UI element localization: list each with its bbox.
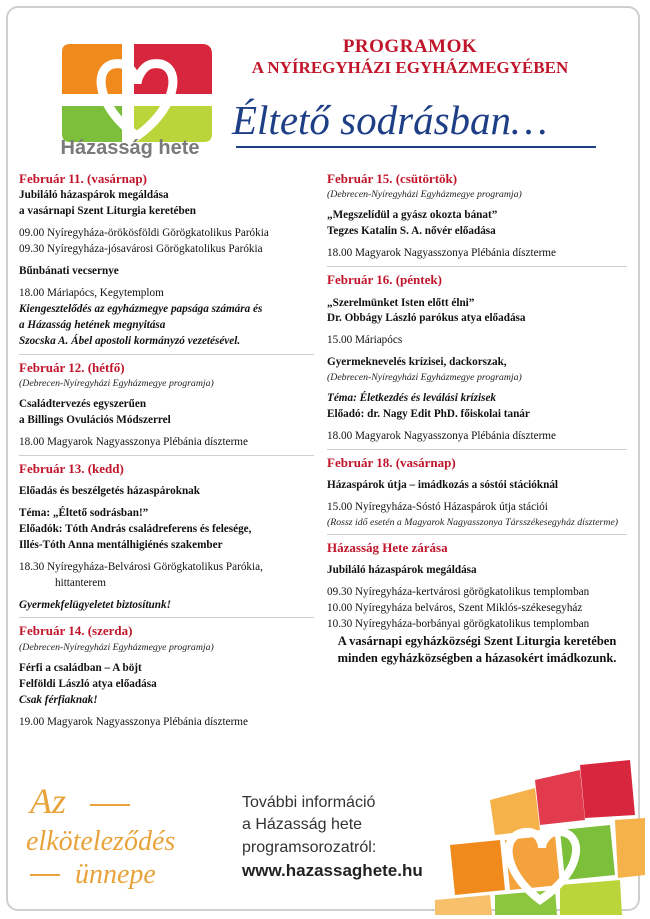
event-location: 09.30 Nyíregyháza-jósavárosi Görögkatolikus Parókia (19, 243, 263, 256)
event-location: 15.00 Máriapócs (327, 334, 403, 347)
event-location: 10.00 Nyíregyháza belváros, Szent Miklós-székesegyház (327, 602, 583, 615)
event-subtitle: (Debrecen-Nyíregyházi Egyházmegye programja) (19, 378, 214, 390)
event-subtitle: (Debrecen-Nyíregyházi Egyházmegye programja) (327, 189, 522, 201)
day-heading: Február 16. (péntek) (327, 272, 442, 288)
event-location: 18.00 Magyarok Nagyasszonya Plébánia díszterme (19, 435, 248, 448)
event-location: 15.00 Nyíregyháza-Sóstó Házaspárok útja stációi (327, 501, 548, 514)
event-speakers: Előadók: Tóth András családreferens és felesége, (19, 522, 252, 535)
event-location: 18.00 Magyarok Nagyasszonya Plébánia díszterme (327, 247, 556, 260)
event-location: 09.00 Nyíregyháza-örökösföldi Görögkatolikus Parókia (19, 227, 269, 240)
day-heading: Február 12. (hétfő) (19, 359, 125, 375)
website-link[interactable]: www.hazassaghete.hu (242, 861, 423, 881)
event-note: Kiengesztelődés az egyházmegye papsága számára és (19, 302, 263, 315)
event-speakers: Dr. Obbágy László parókus atya előadása (327, 312, 526, 325)
event-title: Bűnbánati vecsernye (19, 265, 119, 278)
event-title: „Megszelídül a gyász okozta bánat” (327, 209, 498, 222)
event-topic: Téma: Életkezdés és leválási krízisek (327, 392, 497, 405)
event-subtitle: (Rossz idő esetén a Magyarok Nagyasszonya Társszékesegyház díszterme) (327, 517, 619, 529)
day-heading: Február 13. (kedd) (19, 460, 124, 476)
right-column (327, 170, 627, 667)
page-title: PROGRAMOK (342, 36, 478, 57)
info-line: További információ (242, 794, 376, 811)
info-line: a Házasság hete (242, 816, 363, 834)
svg-text:elköteleződés: elköteleződés (26, 826, 176, 857)
divider (327, 534, 627, 535)
event-title: Gyermeknevelés krízisei, dackorszak, (327, 356, 507, 369)
event-speakers: Tegzes Katalin S. A. nővér előadása (327, 225, 496, 238)
event-subtitle: (Debrecen-Nyíregyházi Egyházmegye programja) (327, 372, 522, 384)
decorative-heart-art (430, 760, 645, 915)
day-heading: Február 18. (vasárnap) (327, 454, 456, 470)
divider (19, 617, 314, 618)
divider (327, 449, 627, 450)
info-line: programsorozatról: (242, 838, 377, 856)
event-title: Családtervezés egyszerűen (19, 397, 147, 410)
slogan-underline (236, 146, 596, 148)
divider (19, 354, 314, 355)
logo-text: Házasság hete (60, 137, 200, 159)
day-heading: Február 11. (vasárnap) (19, 171, 147, 186)
day-heading: Február 15. (csütörtök) (327, 171, 458, 186)
event-title: a Billings Ovulációs Módszerrel (19, 413, 171, 426)
event-location: 18.00 Máriapócs, Kegytemplom (19, 286, 164, 299)
event-title: Jubiláló házaspárok megáldása (327, 564, 477, 577)
event-location: 19.00 Magyarok Nagyasszonya Plébánia díszterme (19, 715, 248, 728)
page-subtitle: A NYÍREGYHÁZI EGYHÁZMEGYÉBEN (251, 58, 569, 77)
event-title: Előadás és beszélgetés házaspároknak (19, 485, 200, 498)
event-speakers: Felföldi László atya előadása (19, 677, 157, 690)
event-note: Gyermekfelügyeletet biztosítunk! (19, 598, 171, 611)
divider (19, 455, 314, 456)
event-title: a vasárnapi Szent Liturgia keretében (19, 205, 196, 218)
slogan: Éltető sodrásban… (232, 97, 548, 143)
event-note: Szocska A. Ábel apostoli kormányzó vezetésével. (19, 334, 241, 347)
svg-text:Az: Az (30, 781, 66, 821)
svg-text:ünnepe: ünnepe (75, 859, 156, 890)
event-speakers: Illés-Tóth Anna mentálhigiénés szakember (19, 538, 223, 551)
event-location: 18.00 Magyarok Nagyasszonya Plébánia díszterme (327, 429, 556, 442)
event-topic: Téma: „Éltető sodrásban!” (19, 507, 149, 520)
event-title: Jubiláló házaspárok megáldása (19, 189, 169, 202)
event-title: Házaspárok útja – imádkozás a sóstói stációknál (327, 479, 559, 492)
event-location: hittanterem (55, 576, 106, 589)
event-location: 10.30 Nyíregyháza-borbányai görögkatolikus templomban (327, 618, 590, 631)
closing-note: A vasárnapi egyházközségi Szent Liturgia keretében minden egyházközségben a házasokért imádkozunk. (337, 634, 617, 665)
event-note: a Házasság hetének megnyitása (19, 318, 166, 331)
day-heading: Február 14. (szerda) (19, 623, 133, 639)
event-title: Férfi a családban – A böjt (19, 661, 142, 674)
divider (327, 266, 627, 267)
event-title: „Szerelmünket Isten előtt élni” (327, 296, 475, 309)
az-elkotelezodes-logo (20, 775, 240, 895)
event-speakers: Előadó: dr. Nagy Edit PhD. főiskolai tanár (327, 407, 530, 420)
event-subtitle: (Debrecen-Nyíregyházi Egyházmegye programja) (19, 641, 214, 653)
event-location: 09.30 Nyíregyháza-kertvárosi görögkatolikus templomban (327, 586, 590, 599)
left-column (19, 170, 314, 730)
day-heading: Házasság Hete zárása (327, 539, 448, 555)
event-note: Csak férfiaknak! (19, 693, 98, 706)
event-location: 18.30 Nyíregyháza-Belvárosi Görögkatolikus Parókia, (19, 560, 263, 573)
